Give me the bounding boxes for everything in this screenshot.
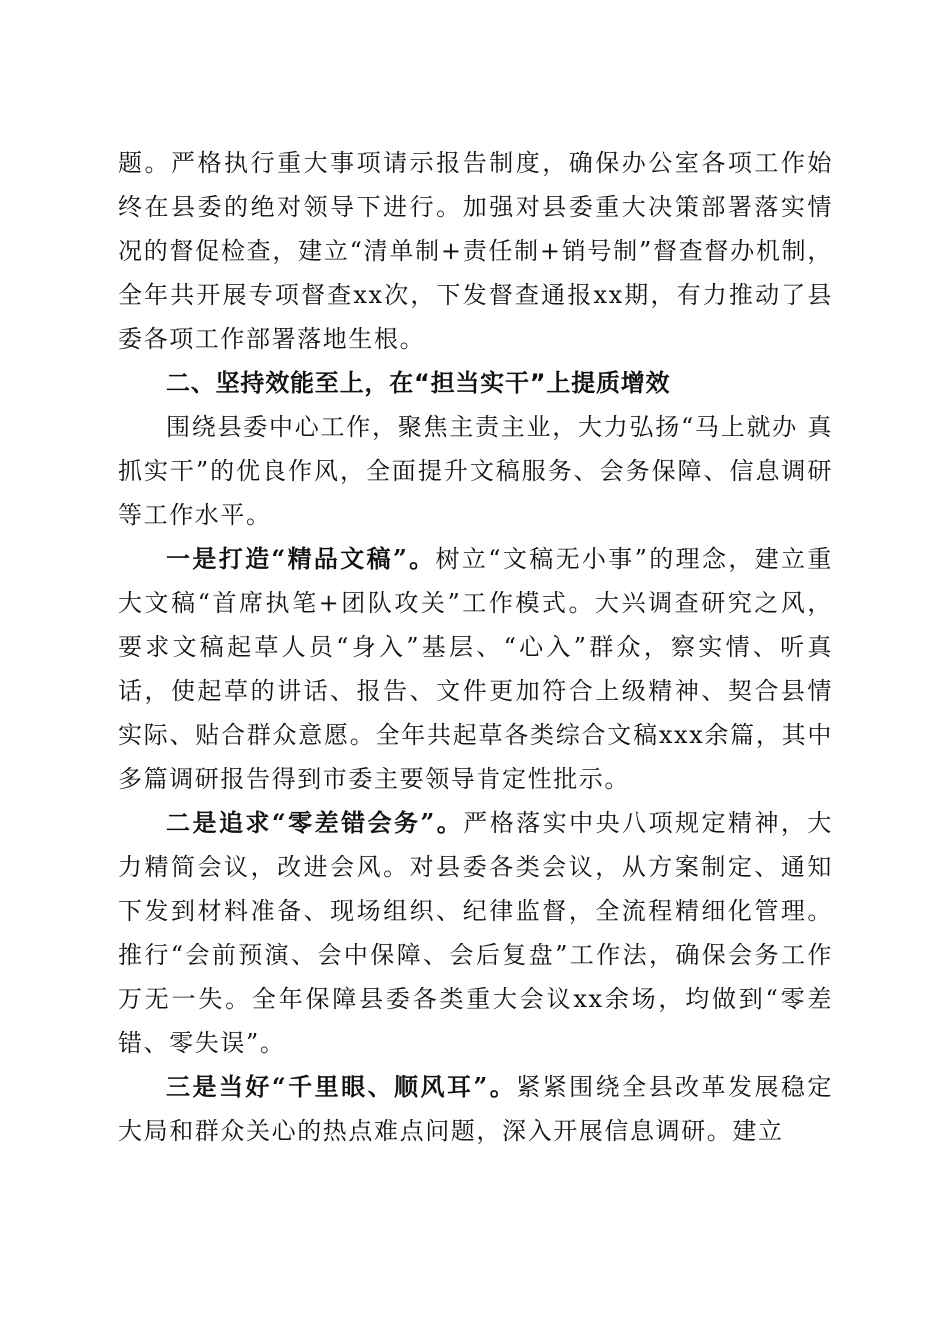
paragraph-point-2 [118,801,833,1065]
paragraph-point-3 [118,1065,833,1153]
point-2-lead: 二是追求“零差错会务”。 [166,808,464,837]
paragraph-point-1 [118,537,833,801]
point-2-text: 严格落实中央八项规定精神，大力精简会议，改进会风。对县委各类会议，从方案制定、通知下发到材料准备、现场组织、纪律监督，全流程精细化管理。推行“会前预演、会中保障、会后复盘”工作法，确保会务工作万无一失。全年保障县委各类重大会议xx余场，均做到“零差错、零失误”。 [118,809,833,1057]
section-heading: 二、坚持效能至上，在“担当实干”上提质增效 [166,369,671,397]
paragraph-intro: 围绕县委中心工作，聚焦主责主业，大力弘扬“马上就办 真抓实干”的优良作风，全面提升文稿服务、会务保障、信息调研等工作水平。 [118,413,833,529]
point-3-text: 紧紧围绕全县改革发展稳定大局和群众关心的热点难点问题，深入开展信息调研。建立 [118,1073,834,1145]
point-1-text: 树立“文稿无小事”的理念，建立重大文稿“首席执笔+团队攻关”工作模式。大兴调查研究之风，要求文稿起草人员“身入”基层、“心入”群众，察实情、听真话，使起草的讲话、报告、文件更加符合上级精神、契合县情实际、贴合群众意愿。全年共起草各类综合文稿xxx余篇，其中多篇调研报告得到市委主要领导肯定性批示。 [118,545,834,793]
paragraph-continuation: 题。严格执行重大事项请示报告制度，确保办公室各项工作始终在县委的绝对领导下进行。加强对县委重大决策部署落实情况的督促检查，建立“清单制+责任制+销号制”督查督办机制，全年共开展专项督查xx次，下发督查通报xx期，有力推动了县委各项工作部署落地生根。 [118,149,833,353]
document-body [118,141,833,1153]
point-3-lead: 三是当好“千里眼、顺风耳”。 [166,1072,517,1101]
point-1-lead: 一是打造“精品文稿”。 [166,544,436,573]
